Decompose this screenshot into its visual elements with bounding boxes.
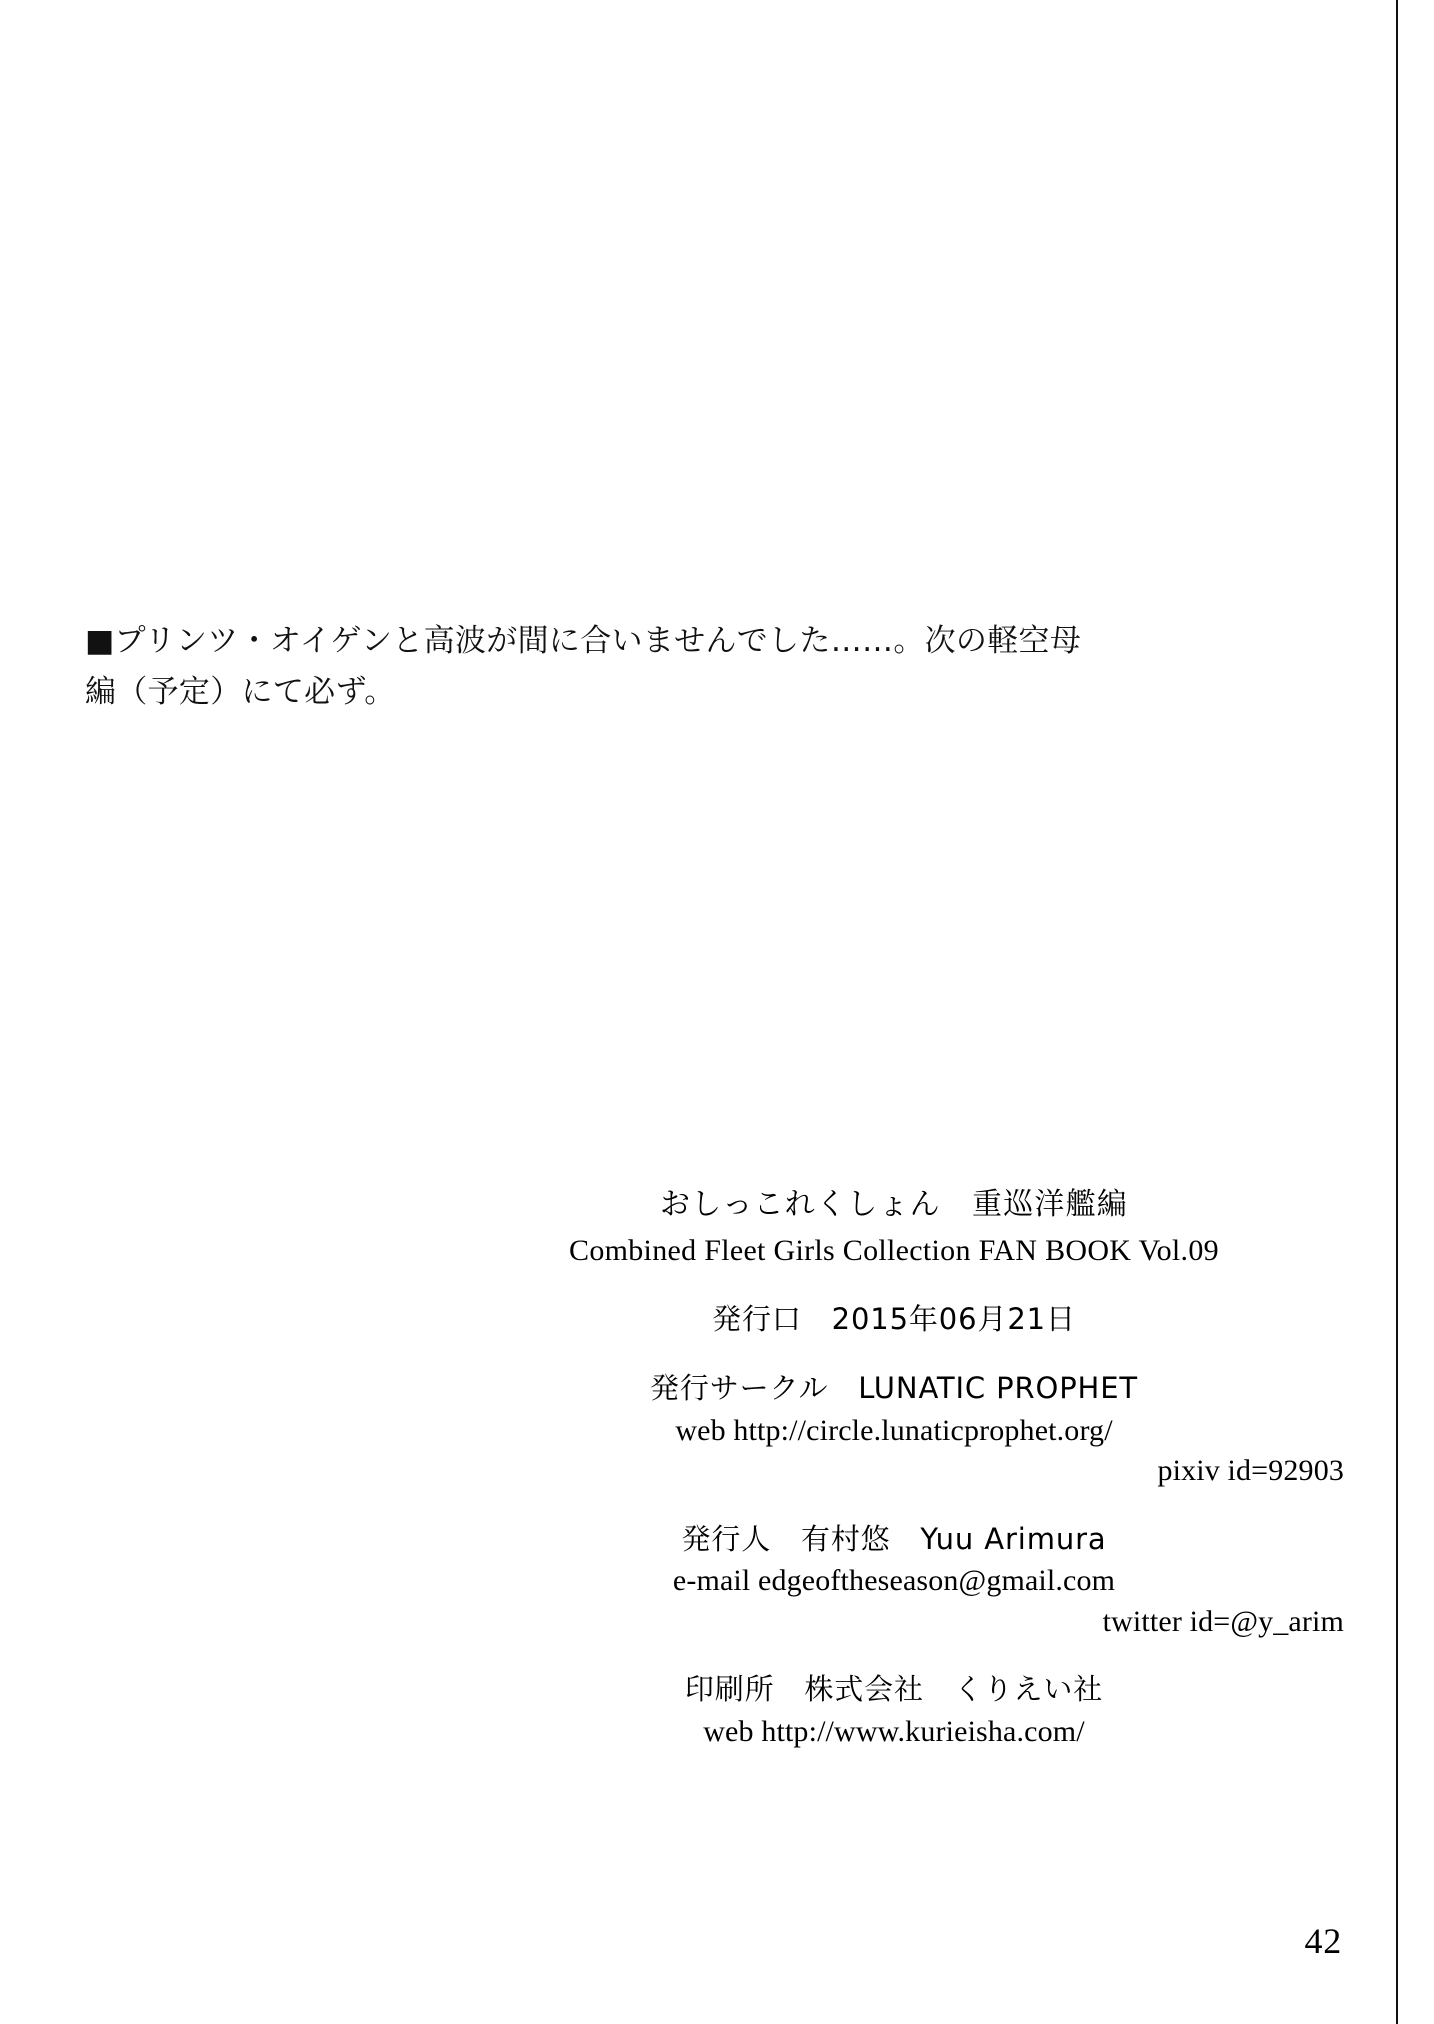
colophon-author-email: e-mail edgeoftheseason@gmail.com bbox=[672, 1564, 1116, 1597]
colophon-printer: 印刷所 株式会社 くりえい社 bbox=[684, 1672, 1104, 1706]
colophon-circle-group bbox=[444, 1367, 1344, 1492]
page-edge-margin bbox=[1398, 0, 1434, 2024]
afterword-note bbox=[85, 618, 1335, 715]
colophon-circle-pixiv: pixiv id=92903 bbox=[1157, 1454, 1344, 1487]
colophon-publish-date: 発行口 2015年06月21日 bbox=[712, 1301, 1076, 1336]
colophon-circle: 発行サークル LUNATIC PROPHET bbox=[649, 1371, 1139, 1405]
colophon-title-jp: おしっこれくしょん 重巡洋艦編 bbox=[660, 1187, 1128, 1222]
page-edge-rule bbox=[1396, 0, 1398, 2024]
colophon-printer-web: web http://www.kurieisha.com/ bbox=[703, 1714, 1085, 1748]
colophon-author-group bbox=[444, 1518, 1344, 1643]
colophon-printer-group bbox=[444, 1668, 1344, 1752]
colophon-title-en: Combined Fleet Girls Collection FAN BOOK Vol.09 bbox=[569, 1233, 1219, 1267]
colophon-circle-web: web http://circle.lunaticprophet.org/ bbox=[675, 1413, 1113, 1447]
page-number: 42 bbox=[1304, 1921, 1342, 1961]
colophon bbox=[444, 1185, 1344, 1752]
afterword-line-2: 編（予定）にて必ず。 bbox=[85, 673, 396, 710]
colophon-author-twitter: twitter id=@y_arim bbox=[1102, 1604, 1344, 1638]
afterword-line-1: ■プリンツ・オイゲンと高波が間に合いませんでした……。次の軽空母 bbox=[85, 623, 1082, 659]
colophon-title-group bbox=[444, 1185, 1344, 1272]
colophon-author: 発行人 有村悠 Yuu Arimura bbox=[681, 1521, 1107, 1556]
colophon-date-group bbox=[444, 1298, 1344, 1342]
